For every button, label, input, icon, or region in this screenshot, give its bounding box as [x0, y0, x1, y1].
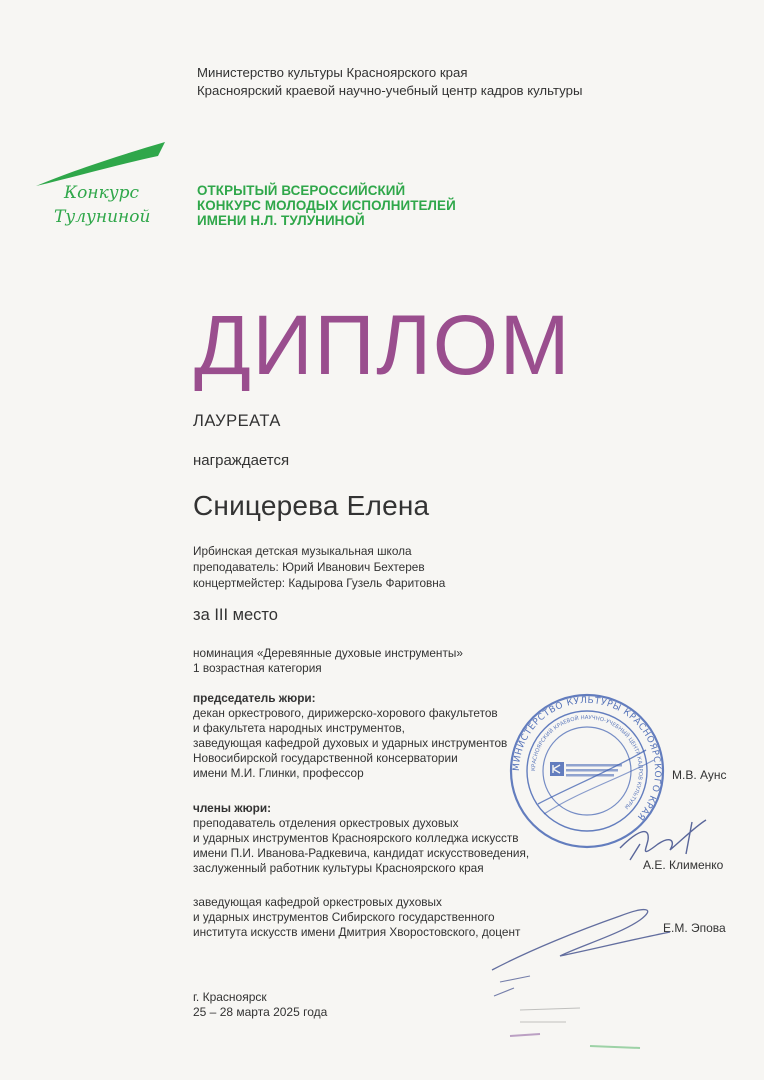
official-stamp: [508, 692, 666, 850]
stamp-outer-text: МИНИСТЕРСТВО КУЛЬТУРЫ КРАСНОЯРСКОГО КРАЯ: [511, 695, 663, 822]
contest-logo: [34, 140, 170, 240]
jury-member-2: [193, 895, 520, 940]
chair-line: заведующая кафедрой духовых и ударных инструментов: [193, 736, 508, 750]
jury-chair: [193, 691, 507, 781]
contest-title-line3: ИМЕНИ Н.Л. ТУЛУНИНОЙ: [197, 213, 365, 228]
stamp-inner-text: КРАСНОЯРСКИЙ КРАЕВОЙ НАУЧНО-УЧЕБНЫЙ ЦЕНТР КАДРОВ КУЛЬТУРЫ: [530, 714, 644, 810]
event-dates: 25 – 28 марта 2025 года: [193, 1005, 328, 1019]
member2-signature-name: Е.М. Эпова: [663, 921, 726, 935]
center-name: Красноярский краевой научно-учебный центр кадров культуры: [197, 83, 583, 98]
teacher-name: преподаватель: Юрий Иванович Бехтерев: [193, 560, 425, 574]
organization-header: [197, 64, 582, 100]
chair-line: имени М.И. Глинки, профессор: [193, 766, 364, 780]
members-heading: члены жюри:: [193, 801, 272, 815]
chair-line: и факультета народных инструментов,: [193, 721, 405, 735]
recipient-name: Сницерева Елена: [193, 490, 430, 521]
member1-line: заслуженный работник культуры Красноярского края: [193, 861, 484, 875]
member1-line: имени П.И. Иванова-Радкевича, кандидат искусствоведения,: [193, 846, 530, 860]
stamp-seal-icon: [508, 692, 666, 850]
diploma-title: ДИПЛОМ: [194, 298, 572, 392]
contest-title-line1: ОТКРЫТЫЙ ВСЕРОССИЙСКИЙ: [197, 183, 406, 198]
age-category: 1 возрастная категория: [193, 661, 322, 675]
school-info: [193, 543, 445, 591]
accompanist-name: концертмейстер: Кадырова Гузель Фаритовна: [193, 576, 446, 590]
ministry-name: Министерство культуры Красноярского края: [197, 65, 468, 80]
chair-line: декан оркестрового, дирижерско-хорового факультетов: [193, 706, 498, 720]
svg-text:КРАСНОЯРСКИЙ КРАЕВОЙ НАУЧНО-УЧ: [531, 715, 643, 810]
place-and-date: [193, 990, 327, 1020]
member2-line: института искусств имени Дмитрия Хворостовского, доцент: [193, 925, 521, 939]
member2-line: заведующая кафедрой оркестровых духовых: [193, 895, 442, 909]
school-name: Ирбинская детская музыкальная школа: [193, 544, 412, 558]
member2-line: и ударных инструментов Сибирского государственного: [193, 910, 495, 924]
contest-title-line2: КОНКУРС МОЛОДЫХ ИСПОЛНИТЕЛЕЙ: [197, 198, 456, 213]
logo-text-line1: Конкурс: [64, 183, 140, 203]
jury-member-1: [193, 801, 529, 876]
member1-line: и ударных инструментов Красноярского колледжа искусств: [193, 831, 519, 845]
logo-text-line2: Тулуниной: [54, 207, 151, 227]
awarded-label: награждается: [193, 452, 290, 469]
award-place: за III место: [193, 606, 278, 624]
contest-title: [197, 183, 456, 228]
diploma-subtitle: ЛАУРЕАТА: [193, 412, 281, 430]
chair-signature-name: М.В. Аунс: [672, 768, 727, 782]
nomination-info: [193, 646, 463, 676]
member1-line: преподаватель отделения оркестровых духовых: [193, 816, 459, 830]
chair-heading: председатель жюри:: [193, 691, 316, 705]
city: г. Красноярск: [193, 990, 267, 1004]
logo-swoosh-icon: [34, 140, 170, 240]
member1-signature-name: А.Е. Клименко: [643, 858, 724, 872]
chair-line: Новосибирской государственной консерватории: [193, 751, 458, 765]
nomination-name: номинация «Деревянные духовые инструменты»: [193, 646, 463, 660]
